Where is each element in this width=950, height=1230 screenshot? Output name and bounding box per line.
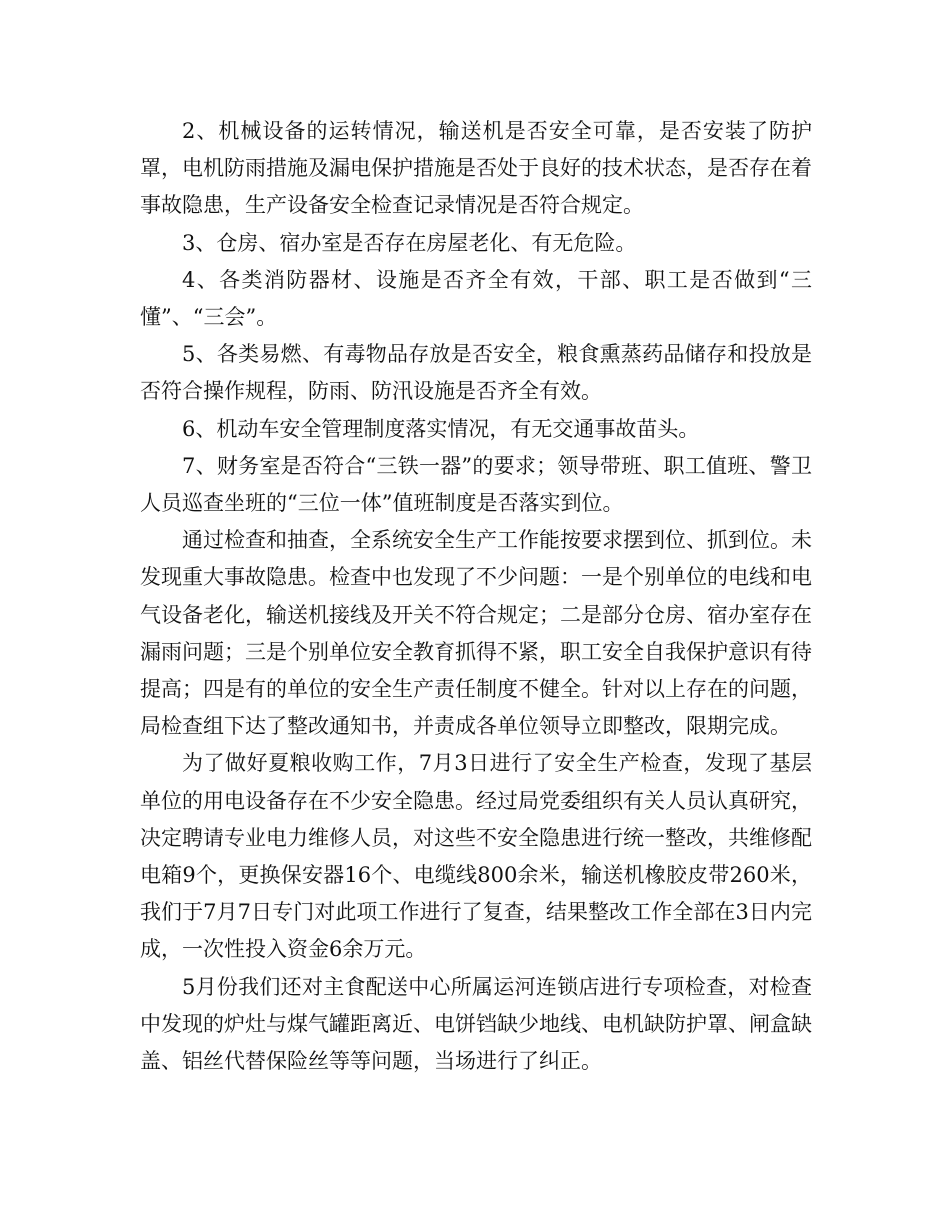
- paragraph-may-special-check: 5月份我们还对主食配送中心所属运河连锁店进行专项检查，对检查中发现的炉灶与煤气罐距离近、电饼铛缺少地线、电机缺防护罩、闸盒缺盖、铝丝代替保险丝等等问题，当场进行了纠正。: [140, 974, 812, 1074]
- paragraph-item-3: 3、仓房、宿办室是否存在房屋老化、有无危险。: [182, 230, 637, 255]
- paragraph-inspection-summary: 通过检查和抽查，全系统安全生产工作能按要求摆到位、抓到位。未发现重大事故隐患。检查中也发现了不少问题：一是个别单位的电线和电气设备老化，输送机接线及开关不符合规定；二是部分仓房、宿办室存在漏雨问题；三是个别单位安全教育抓得不紧，职工安全自我保护意识有待提高；四是有的单位的安全生产责任制度不健全。针对以上存在的问题，局检查组下达了整改通知书，并责成各单位领导立即整改，限期完成。: [140, 528, 812, 739]
- paragraph-item-7: 7、财务室是否符合“三铁一器”的要求；领导带班、职工值班、警卫人员巡查坐班的“三位一体”值班制度是否落实到位。: [140, 453, 812, 516]
- document-body: [140, 113, 812, 1080]
- paragraph-summer-grain-check: 为了做好夏粮收购工作，7月3日进行了安全生产检查，发现了基层单位的用电设备存在不少安全隐患。经过局党委组织有关人员认真研究，决定聘请专业电力维修人员，对这些不安全隐患进行统一整改，共维修配电箱9个，更换保安器16个、电缆线800余米，输送机橡胶皮带260米，我们于7月7日专门对此项工作进行了复查，结果整改工作全部在3日内完成，一次性投入资金6余万元。: [140, 751, 812, 962]
- paragraph-item-5: 5、各类易燃、有毒物品存放是否安全，粮食熏蒸药品储存和投放是否符合操作规程，防雨、防汛设施是否齐全有效。: [140, 342, 812, 404]
- paragraph-item-2: 2、机械设备的运转情况，输送机是否安全可靠，是否安装了防护罩，电机防雨措施及漏电保护措施是否处于良好的技术状态，是否存在着事故隐患，生产设备安全检查记录情况是否符合规定。: [140, 119, 812, 218]
- paragraph-item-6: 6、机动车安全管理制度落实情况，有无交通事故苗头。: [182, 416, 700, 441]
- paragraph-item-4: 4、各类消防器材、设施是否齐全有效，干部、职工是否做到“三懂”、“三会”。: [140, 267, 812, 330]
